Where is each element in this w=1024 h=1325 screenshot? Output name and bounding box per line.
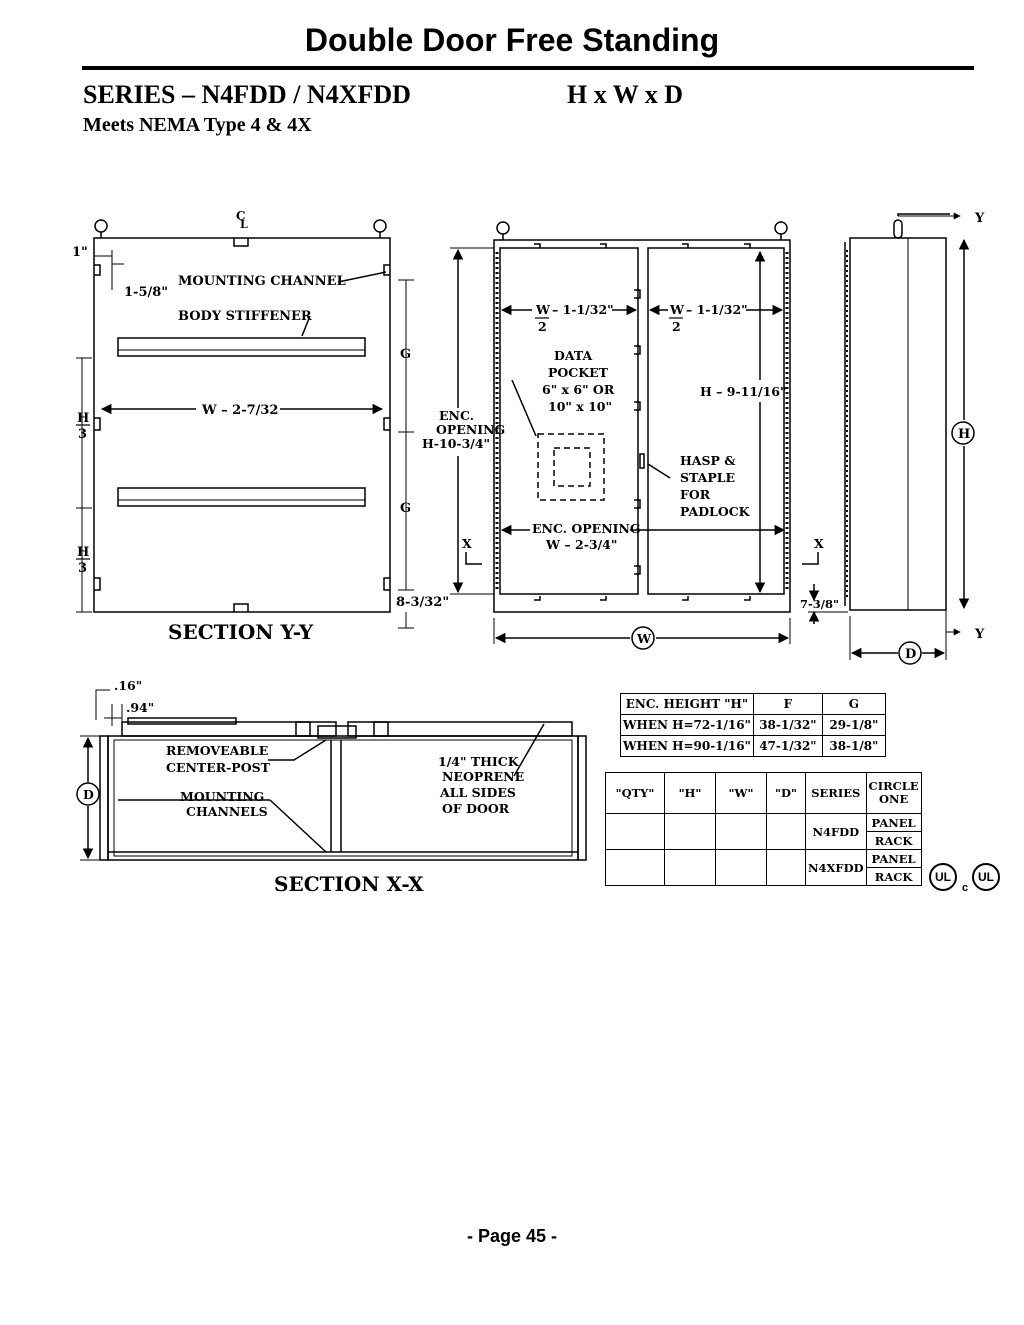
section-y-label: Y xyxy=(975,627,985,642)
half-width-rest: – 1-1/32" xyxy=(686,302,748,317)
data-pocket-small xyxy=(554,448,590,486)
table-cell: 29-1/8" xyxy=(822,715,885,736)
table-header-row xyxy=(606,773,922,814)
table-header: F xyxy=(753,694,822,715)
channel-bracket xyxy=(94,418,100,430)
table-cell: 38-1/32" xyxy=(753,715,822,736)
option-panel[interactable]: PANEL xyxy=(866,814,921,832)
ul-listed-logo: UL xyxy=(929,863,957,891)
body-stiffener-upper xyxy=(118,338,365,356)
mounting-channels-label: CHANNELS xyxy=(186,804,268,819)
channel-bracket xyxy=(384,578,390,590)
c-ul-prefix: c xyxy=(962,882,969,894)
table-row xyxy=(606,814,922,832)
lifting-eye-left xyxy=(95,220,107,238)
h-third-num: H xyxy=(77,545,90,560)
centerline-bracket-top xyxy=(234,238,248,246)
center-post-label: REMOVEABLE xyxy=(166,743,269,758)
table-header: G xyxy=(822,694,885,715)
d-input-cell[interactable] xyxy=(767,814,806,850)
mounting-channels-label: MOUNTING xyxy=(180,789,265,804)
enc-opening-h-label: OPENING xyxy=(436,422,506,437)
table-cell: WHEN H=90-1/16" xyxy=(621,736,754,757)
data-pocket-label: POCKET xyxy=(548,365,608,380)
section-marker xyxy=(466,552,482,564)
table-row xyxy=(606,850,922,868)
h-third-den: 3 xyxy=(78,427,88,442)
centerline-c: C xyxy=(236,209,246,223)
d-circle-label: D xyxy=(83,787,94,802)
data-pocket-label: 10" x 10" xyxy=(548,399,612,414)
d-circle-label: D xyxy=(905,647,917,662)
lifting-eye-side xyxy=(894,220,902,238)
mounting-channel-label: MOUNTING CHANNEL xyxy=(178,274,346,289)
bottom-height-label: 7-3/8" xyxy=(800,597,839,611)
centerline-bracket-bottom xyxy=(234,604,248,612)
channel-bracket xyxy=(384,265,390,275)
door-right xyxy=(648,248,784,594)
option-rack[interactable]: RACK xyxy=(866,832,921,850)
series-cell: N4FDD xyxy=(806,814,867,850)
half-width-rest: – 1-1/32" xyxy=(552,302,614,317)
table-header: "H" xyxy=(665,773,716,814)
data-pocket-label: 6" x 6" OR xyxy=(542,382,615,397)
leader-line xyxy=(512,380,536,436)
section-yy-labels xyxy=(72,209,449,644)
page-number: - Page 45 - xyxy=(466,1226,558,1246)
neoprene-label: NEOPRENE xyxy=(442,769,525,784)
lifting-eye-right xyxy=(775,222,787,240)
half-width-num: W xyxy=(670,302,685,317)
enc-opening-h-label: ENC. xyxy=(439,408,475,423)
table-header: ENC. HEIGHT "H" xyxy=(621,694,754,715)
section-x-label: X xyxy=(814,536,824,551)
c-ul-listed-logo: UL xyxy=(972,863,1000,891)
height-dimension-table xyxy=(620,693,886,757)
door-clamps-bottom xyxy=(534,596,750,600)
enc-opening-h-label: H-10-3/4" xyxy=(422,436,491,451)
front-view xyxy=(450,222,848,649)
width-dimension-label: W – 2-7/32 xyxy=(202,403,279,418)
table-row xyxy=(621,736,886,757)
channel-bracket xyxy=(94,265,100,275)
half-width-den: 2 xyxy=(538,319,547,334)
w-input-cell[interactable] xyxy=(716,814,767,850)
lifting-eye-left xyxy=(497,222,509,240)
neoprene-label: OF DOOR xyxy=(442,801,510,816)
g-dimension: G xyxy=(400,347,412,362)
offset-label: 1" xyxy=(72,245,88,260)
channel-bracket xyxy=(94,578,100,590)
half-width-num: W xyxy=(536,302,551,317)
section-y-label: Y xyxy=(975,211,985,226)
table-row xyxy=(621,715,886,736)
section-x-label: X xyxy=(462,536,472,551)
enc-opening-w-label: W – 2-3/4" xyxy=(546,537,618,552)
h-circle-label: H xyxy=(958,427,971,442)
nema-rating: Meets NEMA Type 4 & 4X xyxy=(83,114,312,136)
hasp-label: PADLOCK xyxy=(680,504,750,519)
half-width-den: 2 xyxy=(672,319,681,334)
ordering-table xyxy=(605,772,922,886)
h-third-num: H xyxy=(77,411,90,426)
offset-label: .16" xyxy=(114,678,143,693)
neoprene-label: ALL SIDES xyxy=(440,785,516,800)
h-input-cell[interactable] xyxy=(665,814,716,850)
table-header: SERIES xyxy=(806,773,867,814)
center-post-label: CENTER-POST xyxy=(166,760,270,775)
w-circle-label: W xyxy=(637,631,652,646)
h-input-cell[interactable] xyxy=(665,850,716,886)
series-heading: SERIES – N4FDD / N4XFDD xyxy=(83,80,411,109)
leader-line xyxy=(270,800,326,852)
option-panel[interactable]: PANEL xyxy=(866,850,921,868)
page-title: Double Door Free Standing xyxy=(304,22,720,58)
table-header-row xyxy=(621,694,886,715)
g-dimension: G xyxy=(400,501,412,516)
h-third-den: 3 xyxy=(78,561,88,576)
qty-input-cell[interactable] xyxy=(606,814,665,850)
side-view xyxy=(845,214,974,664)
d-input-cell[interactable] xyxy=(767,850,806,886)
enc-opening-w-label: ENC. OPENING xyxy=(532,521,641,536)
table-header: "D" xyxy=(767,773,806,814)
hinge-block xyxy=(296,722,310,736)
hasp-staple xyxy=(640,454,644,468)
section-marker xyxy=(802,552,818,564)
table-cell: 38-1/8" xyxy=(822,736,885,757)
table-cell: WHEN H=72-1/16" xyxy=(621,715,754,736)
section-xx-labels xyxy=(83,678,524,896)
table-header: "QTY" xyxy=(606,773,665,814)
lifting-eye-right xyxy=(374,220,386,238)
w-input-cell[interactable] xyxy=(716,850,767,886)
dimension-order-heading: H x W x D xyxy=(567,80,684,109)
leader-line xyxy=(648,464,670,478)
hinge-block xyxy=(374,722,388,736)
data-pocket-label: DATA xyxy=(554,348,593,363)
leader-line xyxy=(268,740,326,760)
hasp-label: HASP & xyxy=(680,453,736,468)
enclosure-side xyxy=(850,238,946,610)
qty-input-cell[interactable] xyxy=(606,850,665,886)
door-height-label: H – 9-11/16" xyxy=(700,384,787,399)
section-xx-title: SECTION X-X xyxy=(274,872,424,896)
data-pocket-large xyxy=(538,434,604,500)
option-rack[interactable]: RACK xyxy=(866,868,921,886)
section-yy-title: SECTION Y-Y xyxy=(168,620,314,644)
series-cell: N4XFDD xyxy=(806,850,867,886)
body-stiffener-label: BODY STIFFENER xyxy=(178,309,312,324)
enclosure-front xyxy=(494,240,790,612)
hasp-label: STAPLE xyxy=(680,470,736,485)
centerline-l: L xyxy=(240,218,248,231)
bottom-offset-label: 8-3/32" xyxy=(396,595,450,610)
table-cell: 47-1/32" xyxy=(753,736,822,757)
body-stiffener-lower xyxy=(118,488,365,506)
table-header: "W" xyxy=(716,773,767,814)
channel-bracket xyxy=(384,418,390,430)
hasp-label: FOR xyxy=(680,487,711,502)
offset-label: 1-5/8" xyxy=(124,285,169,300)
offset-label: .94" xyxy=(126,700,155,715)
table-header: CIRCLE ONE xyxy=(866,773,921,814)
neoprene-label: 1/4" THICK xyxy=(438,754,519,769)
